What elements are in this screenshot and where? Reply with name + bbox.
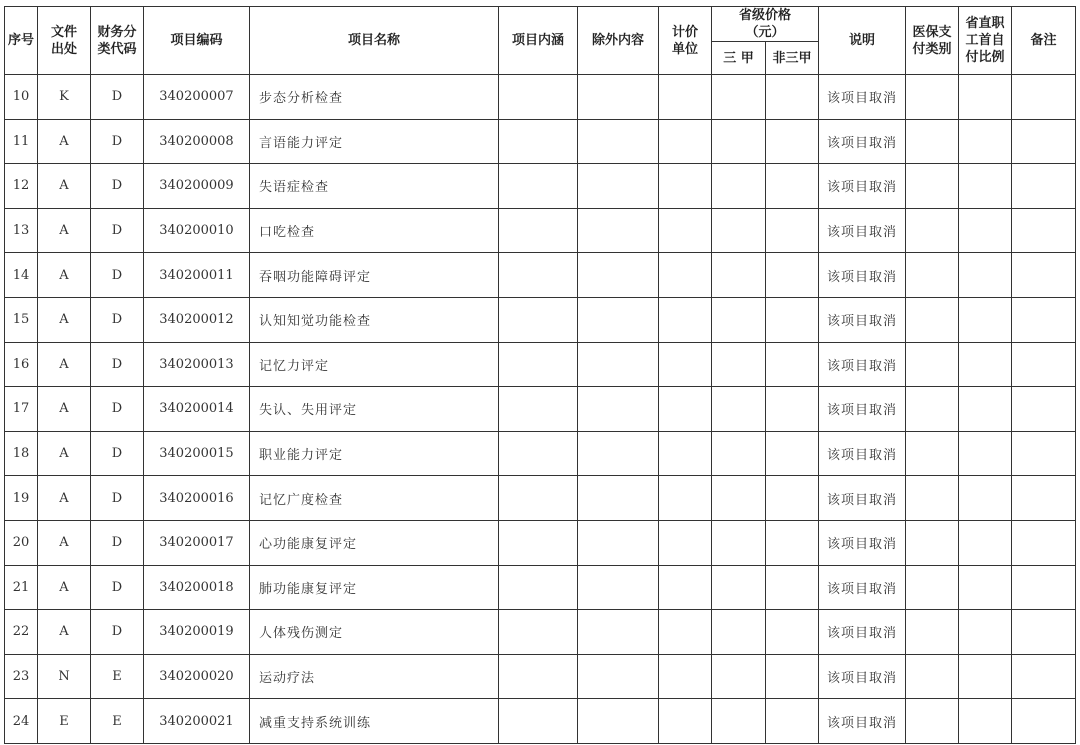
cell-item-code: 340200015 — [144, 431, 250, 476]
cell-price-b — [766, 654, 819, 699]
cell-finance-code: E — [91, 699, 144, 744]
table-row — [5, 253, 1076, 298]
cell-self-pay-ratio — [959, 164, 1012, 209]
cell-finance-code: D — [91, 253, 144, 298]
table-row — [5, 476, 1076, 521]
cell-price-b — [766, 342, 819, 387]
cell-source: A — [38, 565, 91, 610]
table-row — [5, 654, 1076, 699]
cell-price-a — [712, 431, 766, 476]
header-item-name: 项目名称 — [250, 7, 499, 75]
cell-insurance-type — [906, 431, 959, 476]
cell-note — [1012, 164, 1076, 209]
table-row — [5, 119, 1076, 164]
cell-excluded — [578, 208, 659, 253]
cell-remark: 该项目取消 — [819, 387, 906, 432]
cell-unit — [659, 75, 712, 120]
cell-item-name: 心功能康复评定 — [250, 520, 499, 565]
cell-item-content — [499, 75, 578, 120]
cell-unit — [659, 387, 712, 432]
header-insurance-type: 医保支 付类别 — [906, 7, 959, 75]
cell-source: A — [38, 610, 91, 655]
cell-item-name: 减重支持系统训练 — [250, 699, 499, 744]
cell-item-name: 言语能力评定 — [250, 119, 499, 164]
table-row — [5, 75, 1076, 120]
cell-self-pay-ratio — [959, 208, 1012, 253]
cell-insurance-type — [906, 520, 959, 565]
cell-price-a — [712, 342, 766, 387]
price-table — [4, 6, 1076, 744]
cell-price-b — [766, 565, 819, 610]
cell-item-content — [499, 610, 578, 655]
cell-remark: 该项目取消 — [819, 164, 906, 209]
cell-price-a — [712, 565, 766, 610]
cell-item-code: 340200018 — [144, 565, 250, 610]
cell-excluded — [578, 164, 659, 209]
cell-item-code: 340200007 — [144, 75, 250, 120]
cell-finance-code: D — [91, 520, 144, 565]
cell-unit — [659, 431, 712, 476]
table-row — [5, 699, 1076, 744]
cell-unit — [659, 610, 712, 655]
cell-self-pay-ratio — [959, 253, 1012, 298]
cell-unit — [659, 520, 712, 565]
header-price-a: 三 甲 — [712, 42, 766, 75]
cell-note — [1012, 431, 1076, 476]
cell-remark: 该项目取消 — [819, 119, 906, 164]
table-body — [5, 75, 1076, 744]
header-excluded: 除外内容 — [578, 7, 659, 75]
cell-note — [1012, 565, 1076, 610]
cell-seq: 11 — [5, 119, 38, 164]
cell-note — [1012, 297, 1076, 342]
cell-note — [1012, 342, 1076, 387]
cell-item-name: 记忆力评定 — [250, 342, 499, 387]
table-row — [5, 387, 1076, 432]
cell-finance-code: D — [91, 75, 144, 120]
cell-excluded — [578, 520, 659, 565]
cell-seq: 14 — [5, 253, 38, 298]
cell-item-content — [499, 654, 578, 699]
cell-item-code: 340200019 — [144, 610, 250, 655]
cell-note — [1012, 387, 1076, 432]
cell-insurance-type — [906, 342, 959, 387]
cell-unit — [659, 699, 712, 744]
cell-item-content — [499, 253, 578, 298]
cell-excluded — [578, 476, 659, 521]
cell-source: A — [38, 164, 91, 209]
cell-unit — [659, 565, 712, 610]
cell-item-content — [499, 520, 578, 565]
header-source: 文件 出处 — [38, 7, 91, 75]
cell-item-name: 步态分析检查 — [250, 75, 499, 120]
cell-price-b — [766, 476, 819, 521]
cell-finance-code: D — [91, 387, 144, 432]
cell-item-name: 认知知觉功能检查 — [250, 297, 499, 342]
cell-source: A — [38, 297, 91, 342]
cell-item-name: 职业能力评定 — [250, 431, 499, 476]
cell-note — [1012, 610, 1076, 655]
cell-finance-code: D — [91, 431, 144, 476]
cell-excluded — [578, 565, 659, 610]
cell-seq: 22 — [5, 610, 38, 655]
cell-excluded — [578, 75, 659, 120]
cell-item-content — [499, 565, 578, 610]
cell-item-content — [499, 297, 578, 342]
cell-item-content — [499, 431, 578, 476]
cell-finance-code: D — [91, 297, 144, 342]
cell-source: N — [38, 654, 91, 699]
cell-item-code: 340200009 — [144, 164, 250, 209]
cell-remark: 该项目取消 — [819, 431, 906, 476]
cell-source: E — [38, 699, 91, 744]
cell-item-code: 340200016 — [144, 476, 250, 521]
cell-remark: 该项目取消 — [819, 75, 906, 120]
price-table-container — [4, 6, 1075, 744]
cell-item-code: 340200021 — [144, 699, 250, 744]
cell-unit — [659, 253, 712, 298]
cell-source: A — [38, 342, 91, 387]
cell-price-b — [766, 520, 819, 565]
cell-item-content — [499, 119, 578, 164]
cell-seq: 17 — [5, 387, 38, 432]
cell-finance-code: D — [91, 610, 144, 655]
cell-self-pay-ratio — [959, 654, 1012, 699]
cell-finance-code: E — [91, 654, 144, 699]
cell-remark: 该项目取消 — [819, 565, 906, 610]
header-unit: 计价 单位 — [659, 7, 712, 75]
cell-price-a — [712, 699, 766, 744]
cell-note — [1012, 654, 1076, 699]
cell-self-pay-ratio — [959, 431, 1012, 476]
cell-self-pay-ratio — [959, 75, 1012, 120]
cell-finance-code: D — [91, 119, 144, 164]
cell-item-content — [499, 476, 578, 521]
header-item-content: 项目内涵 — [499, 7, 578, 75]
cell-item-content — [499, 342, 578, 387]
cell-price-b — [766, 75, 819, 120]
cell-excluded — [578, 387, 659, 432]
table-row — [5, 208, 1076, 253]
cell-insurance-type — [906, 297, 959, 342]
cell-price-a — [712, 253, 766, 298]
cell-item-code: 340200012 — [144, 297, 250, 342]
cell-item-code: 340200013 — [144, 342, 250, 387]
cell-price-b — [766, 164, 819, 209]
header-finance-code: 财务分 类代码 — [91, 7, 144, 75]
cell-unit — [659, 654, 712, 699]
cell-item-code: 340200017 — [144, 520, 250, 565]
cell-excluded — [578, 253, 659, 298]
cell-source: K — [38, 75, 91, 120]
cell-note — [1012, 75, 1076, 120]
cell-remark: 该项目取消 — [819, 520, 906, 565]
cell-item-name: 失语症检查 — [250, 164, 499, 209]
cell-self-pay-ratio — [959, 297, 1012, 342]
cell-remark: 该项目取消 — [819, 253, 906, 298]
cell-self-pay-ratio — [959, 610, 1012, 655]
cell-self-pay-ratio — [959, 565, 1012, 610]
cell-item-name: 记忆广度检查 — [250, 476, 499, 521]
table-row — [5, 431, 1076, 476]
cell-insurance-type — [906, 654, 959, 699]
cell-seq: 12 — [5, 164, 38, 209]
cell-seq: 23 — [5, 654, 38, 699]
cell-seq: 19 — [5, 476, 38, 521]
table-row — [5, 164, 1076, 209]
cell-excluded — [578, 431, 659, 476]
cell-excluded — [578, 699, 659, 744]
cell-price-b — [766, 431, 819, 476]
cell-price-a — [712, 476, 766, 521]
cell-remark: 该项目取消 — [819, 476, 906, 521]
cell-price-b — [766, 253, 819, 298]
cell-remark: 该项目取消 — [819, 654, 906, 699]
cell-insurance-type — [906, 164, 959, 209]
cell-excluded — [578, 342, 659, 387]
cell-insurance-type — [906, 565, 959, 610]
cell-price-a — [712, 75, 766, 120]
cell-insurance-type — [906, 476, 959, 521]
cell-insurance-type — [906, 208, 959, 253]
cell-source: A — [38, 253, 91, 298]
cell-seq: 18 — [5, 431, 38, 476]
cell-seq: 10 — [5, 75, 38, 120]
cell-unit — [659, 476, 712, 521]
cell-finance-code: D — [91, 476, 144, 521]
cell-unit — [659, 164, 712, 209]
cell-item-content — [499, 164, 578, 209]
cell-insurance-type — [906, 610, 959, 655]
header-price-group: 省级价格 （元） — [712, 7, 819, 42]
cell-insurance-type — [906, 699, 959, 744]
cell-self-pay-ratio — [959, 119, 1012, 164]
cell-note — [1012, 208, 1076, 253]
cell-remark: 该项目取消 — [819, 297, 906, 342]
cell-seq: 15 — [5, 297, 38, 342]
cell-item-code: 340200014 — [144, 387, 250, 432]
cell-excluded — [578, 654, 659, 699]
header-item-code: 项目编码 — [144, 7, 250, 75]
cell-insurance-type — [906, 75, 959, 120]
cell-note — [1012, 119, 1076, 164]
cell-unit — [659, 119, 712, 164]
cell-price-b — [766, 699, 819, 744]
header-remark: 说明 — [819, 7, 906, 75]
header-seq: 序号 — [5, 7, 38, 75]
cell-insurance-type — [906, 119, 959, 164]
cell-unit — [659, 297, 712, 342]
header-note: 备注 — [1012, 7, 1076, 75]
cell-item-content — [499, 387, 578, 432]
cell-finance-code: D — [91, 342, 144, 387]
cell-item-name: 口吃检查 — [250, 208, 499, 253]
cell-price-a — [712, 297, 766, 342]
cell-item-name: 失认、失用评定 — [250, 387, 499, 432]
cell-source: A — [38, 476, 91, 521]
header-self-pay-ratio: 省直职 工首自 付比例 — [959, 7, 1012, 75]
cell-price-b — [766, 119, 819, 164]
cell-item-name: 人体残伤测定 — [250, 610, 499, 655]
cell-excluded — [578, 119, 659, 164]
cell-item-name: 吞咽功能障碍评定 — [250, 253, 499, 298]
cell-seq: 21 — [5, 565, 38, 610]
cell-seq: 16 — [5, 342, 38, 387]
cell-item-code: 340200020 — [144, 654, 250, 699]
header-price-b: 非三甲 — [766, 42, 819, 75]
cell-source: A — [38, 387, 91, 432]
cell-unit — [659, 208, 712, 253]
cell-seq: 20 — [5, 520, 38, 565]
cell-self-pay-ratio — [959, 476, 1012, 521]
table-row — [5, 342, 1076, 387]
cell-price-a — [712, 119, 766, 164]
cell-seq: 13 — [5, 208, 38, 253]
table-row — [5, 297, 1076, 342]
cell-price-b — [766, 387, 819, 432]
cell-self-pay-ratio — [959, 699, 1012, 744]
cell-self-pay-ratio — [959, 342, 1012, 387]
cell-note — [1012, 476, 1076, 521]
cell-finance-code: D — [91, 565, 144, 610]
cell-item-content — [499, 699, 578, 744]
cell-source: A — [38, 431, 91, 476]
cell-item-name: 运动疗法 — [250, 654, 499, 699]
cell-remark: 该项目取消 — [819, 699, 906, 744]
table-header — [5, 7, 1076, 75]
cell-finance-code: D — [91, 208, 144, 253]
cell-seq: 24 — [5, 699, 38, 744]
cell-excluded — [578, 610, 659, 655]
cell-self-pay-ratio — [959, 387, 1012, 432]
cell-price-b — [766, 297, 819, 342]
cell-price-a — [712, 654, 766, 699]
cell-excluded — [578, 297, 659, 342]
cell-note — [1012, 699, 1076, 744]
cell-self-pay-ratio — [959, 520, 1012, 565]
cell-item-code: 340200008 — [144, 119, 250, 164]
cell-item-name: 肺功能康复评定 — [250, 565, 499, 610]
table-row — [5, 520, 1076, 565]
cell-item-code: 340200010 — [144, 208, 250, 253]
cell-insurance-type — [906, 253, 959, 298]
cell-price-a — [712, 387, 766, 432]
table-row — [5, 565, 1076, 610]
cell-remark: 该项目取消 — [819, 208, 906, 253]
table-row — [5, 610, 1076, 655]
cell-source: A — [38, 208, 91, 253]
cell-finance-code: D — [91, 164, 144, 209]
cell-insurance-type — [906, 387, 959, 432]
cell-item-content — [499, 208, 578, 253]
cell-item-code: 340200011 — [144, 253, 250, 298]
cell-price-a — [712, 520, 766, 565]
cell-unit — [659, 342, 712, 387]
cell-note — [1012, 520, 1076, 565]
cell-price-a — [712, 208, 766, 253]
cell-price-b — [766, 610, 819, 655]
cell-remark: 该项目取消 — [819, 342, 906, 387]
cell-remark: 该项目取消 — [819, 610, 906, 655]
cell-price-a — [712, 610, 766, 655]
cell-price-b — [766, 208, 819, 253]
cell-source: A — [38, 119, 91, 164]
cell-source: A — [38, 520, 91, 565]
cell-price-a — [712, 164, 766, 209]
cell-note — [1012, 253, 1076, 298]
